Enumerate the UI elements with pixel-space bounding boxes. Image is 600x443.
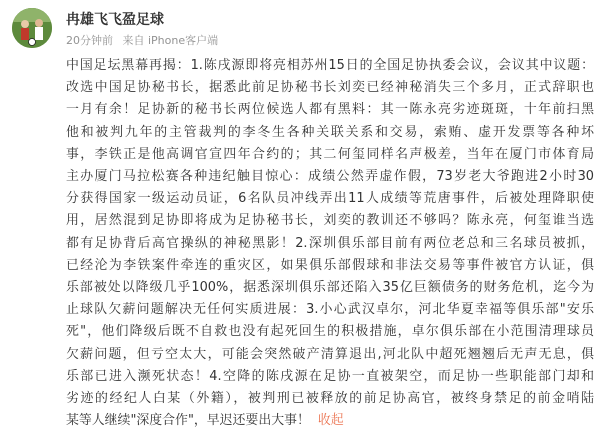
post-line: 他和被判九年的主管裁判的李冬生各种关联关系和交易，索贿、虚开发票等各种坏 (66, 124, 594, 140)
post-line: 分获得国家一级运动员证，6名队员冲线弄出11人成绩等荒唐事件，后被处理降职使 (66, 191, 594, 207)
post-line-text: 某等人继续"深度合作"，早迟还要出大事！ (66, 413, 310, 429)
post-line: 事，李铁正是他高调官宣四年合约的；其二何玺同样名声极差，当年在厦门市体育局 (66, 146, 594, 162)
post-time[interactable]: 20分钟前 (66, 34, 113, 47)
avatar[interactable] (12, 8, 52, 48)
post-line: 一月有余！足协新的秘书长两位候选人都有黑料：其一陈永亮劣迹斑斑，十年前扫黑 (66, 102, 594, 118)
post-line: 主办厦门马拉松赛各种违纪触目惊心：成绩公然弄虚作假，73岁老大爷跑进2小时30 (66, 169, 594, 185)
post-line: 乐部已进入濒死状态！4.空降的陈戌源在足协一直被架空，而足协一些职能部门却和 (66, 368, 594, 384)
collapse-link[interactable]: 收起 (317, 413, 344, 429)
post-line: 都有足协背后高官操纵的神秘黑影！2.深圳俱乐部目前有两位老总和三名球员被抓， (66, 235, 594, 251)
username[interactable]: 冉雄飞飞盈足球 (66, 12, 164, 28)
post-line: 死"，他们降级后既不自救也没有起死回生的积极措施，卓尔俱乐部在小范围清理球员 (66, 324, 594, 340)
post-content (66, 55, 594, 432)
post-line: 用，居然混到足协即将成为足协秘书长，刘奕的教训还不够吗？陈永亮，何玺谁当选 (66, 213, 594, 229)
post-line-last (66, 410, 594, 432)
post-line: 已经沦为李铁案件牵连的重灾区，如果俱乐部假球和非法交易等事件被官方认证，俱 (66, 257, 594, 273)
post-meta (66, 34, 224, 48)
post-line: 止球队欠薪问题解决无任何实质进展：3.小心武汉卓尔，河北华夏幸福等俱乐部"安乐 (66, 302, 594, 318)
post-line: 乐部被处以降级几乎100%，据悉深圳俱乐部还陷入35亿巨额债务的财务危机，迄今为 (66, 280, 594, 296)
post-line: 改选中国足协秘书长，据悉此前足协秘书长刘奕已经神秘消失三个多月，正式辞职也 (66, 80, 594, 96)
post-line: 劣迹的经纪人白某（外籍），被判刑已被释放的前足协高官，被终身禁足的前金哨陆 (66, 391, 594, 407)
avatar-image (12, 8, 52, 48)
post-line: 欠薪问题，但亏空太大，可能会突然破产清算退出,河北队中超死翘翘后无声无息，俱 (66, 346, 594, 362)
post-line: 中国足坛黑幕再揭：1.陈戌源即将亮相苏州15日的全国足协执委会议，会议其中议题： (66, 58, 594, 73)
post-source: 来自 iPhone客户端 (122, 34, 219, 47)
